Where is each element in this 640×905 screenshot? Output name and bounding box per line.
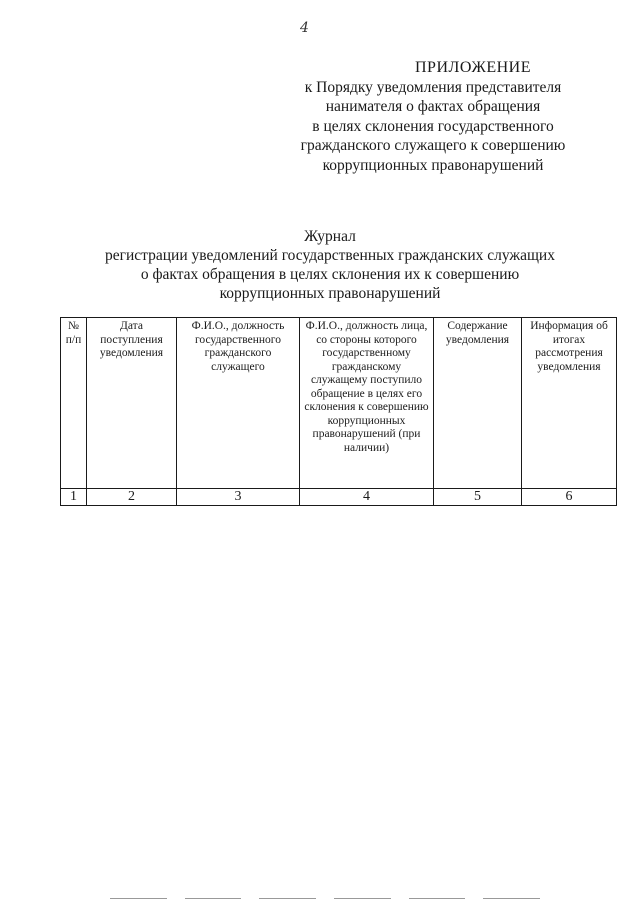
journal-title: Журнал [304,228,356,245]
appendix-line: нанимателя о фактах обращения [325,98,541,115]
column-number-cell: 6 [522,489,617,506]
column-header-employee: Ф.И.О., должность государственного гражданского служащего [177,318,300,489]
appendix-title: ПРИЛОЖЕНИЕ [414,59,531,76]
page-number: 4 [300,20,309,36]
appendix-line: коррупционных правонарушений [322,156,544,174]
column-number-cell: 3 [177,489,300,506]
register-table [60,317,617,506]
column-number-cell: 2 [87,489,177,506]
scan-edge-marks [110,898,540,900]
column-header-date: Дата поступления уведомления [87,318,177,489]
column-number-cell: 1 [61,489,87,506]
table-header-row [61,318,617,489]
appendix-line: к Порядку уведомления представителя [304,78,562,96]
appendix-line: гражданского служащего к совершению [300,137,566,154]
column-number-cell: 5 [434,489,522,506]
column-number-cell: 4 [300,489,434,506]
journal-line: о фактах обращения в целях склонения их к совершению [140,266,520,283]
column-header-content: Содержание уведомления [434,318,522,489]
journal-line: коррупционных правонарушений [219,285,441,302]
table-numbering-row [61,489,617,506]
appendix-heading [258,58,608,175]
column-header-initiator: Ф.И.О., должность лица, со стороны которого государственному гражданскому служащему поступило обращение в целях его склонения к совершению коррупционных правонарушений (при наличии) [300,318,434,489]
appendix-line: в целях склонения государственного [312,117,554,135]
column-header-result: Информация об итогах рассмотрения уведомления [522,318,617,489]
column-header-number: № п/п [61,318,87,489]
journal-line: регистрации уведомлений государственных гражданских служащих [105,247,555,264]
journal-heading [80,227,580,303]
